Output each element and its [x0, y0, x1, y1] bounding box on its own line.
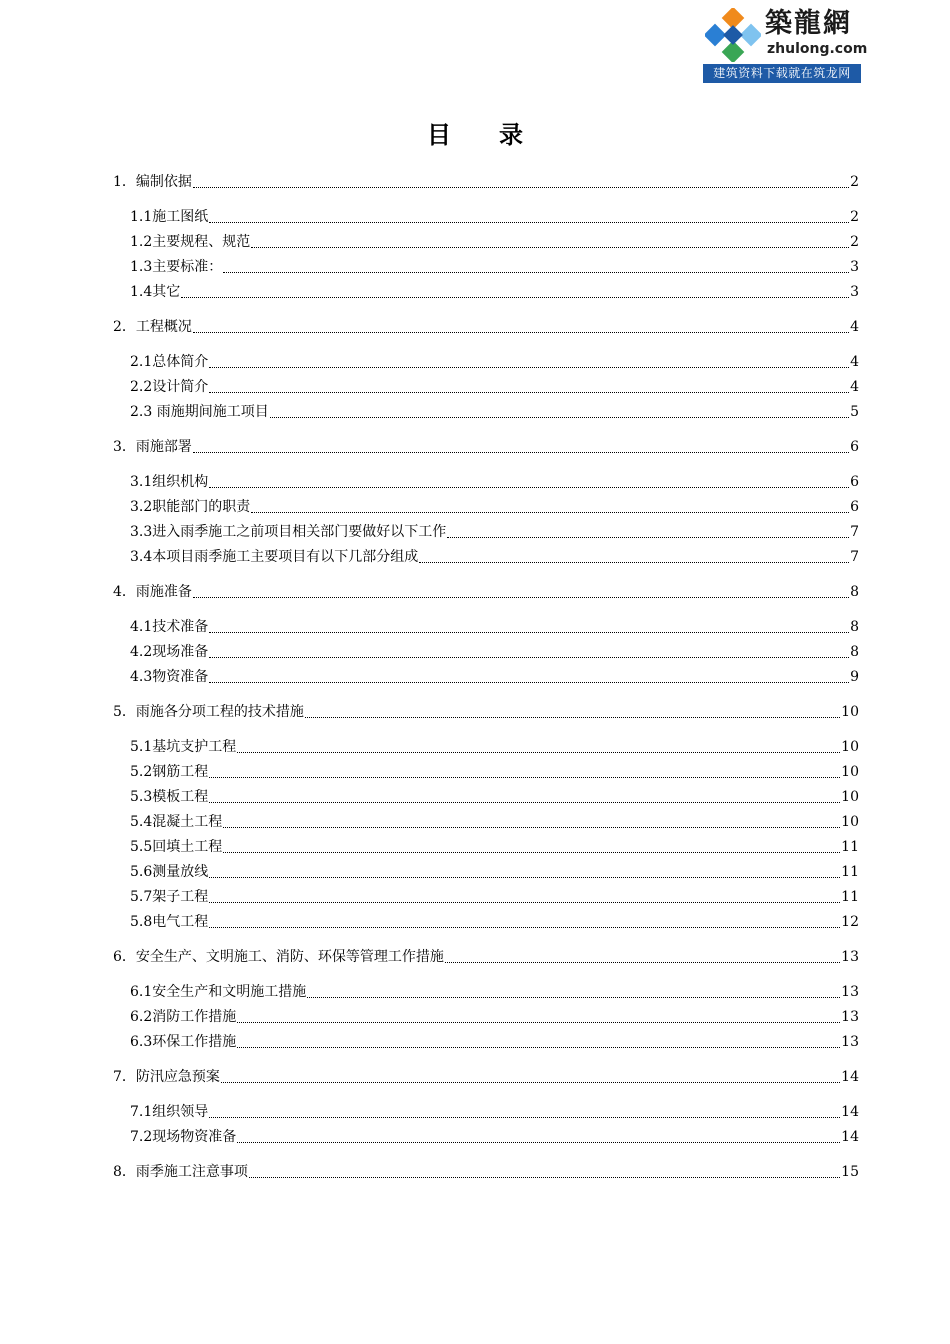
toc-section[interactable]	[130, 640, 859, 662]
toc-leader-dots	[209, 776, 840, 778]
toc-page-number: 4	[850, 319, 859, 335]
toc-leader-dots	[221, 1081, 840, 1083]
page-title: 目 录	[427, 120, 523, 149]
toc-chapter[interactable]	[113, 580, 859, 602]
toc-label: 4.1技术准备	[130, 619, 209, 635]
toc-label: 1.2主要规程、规范	[130, 234, 251, 250]
toc-page-number: 15	[841, 1164, 859, 1180]
toc-label: 5.2钢筋工程	[130, 764, 209, 780]
toc-leader-dots	[223, 271, 849, 273]
toc-label: 2.2设计简介	[130, 379, 209, 395]
toc-label: 2.3 雨施期间施工项目	[130, 404, 269, 420]
toc-section[interactable]	[130, 375, 859, 397]
toc-leader-dots	[251, 511, 849, 513]
toc-page-number: 8	[850, 584, 859, 600]
logo-top	[703, 6, 868, 64]
toc-section[interactable]	[130, 760, 859, 782]
toc-chapter[interactable]	[113, 170, 859, 192]
toc-leader-dots	[237, 1141, 840, 1143]
toc-section[interactable]	[130, 520, 859, 542]
toc-section[interactable]	[130, 400, 859, 422]
toc-label: 7.2现场物资准备	[130, 1129, 237, 1145]
toc-leader-dots	[305, 716, 840, 718]
toc-leader-dots	[193, 596, 849, 598]
toc-leader-dots	[209, 901, 840, 903]
toc-leader-dots	[209, 926, 840, 928]
toc-page-number: 4	[850, 379, 859, 395]
toc-label: 1.1施工图纸	[130, 209, 209, 225]
toc-chapter[interactable]	[113, 700, 859, 722]
toc-label: 3.2职能部门的职责	[130, 499, 251, 515]
toc-label: 1.3主要标准：	[130, 259, 223, 275]
toc-label: 5.8电气工程	[130, 914, 209, 930]
toc-label: 8．雨季施工注意事项	[113, 1164, 248, 1180]
toc-section[interactable]	[130, 910, 859, 932]
toc-leader-dots	[223, 851, 840, 853]
toc-label: 7．防汛应急预案	[113, 1069, 220, 1085]
toc-label: 5．雨施各分项工程的技术措施	[113, 704, 304, 720]
toc-leader-dots	[237, 1021, 840, 1023]
toc-section[interactable]	[130, 230, 859, 252]
toc-section[interactable]	[130, 255, 859, 277]
toc-leader-dots	[223, 826, 840, 828]
toc-page-number: 12	[841, 914, 859, 930]
toc-page-number: 2	[850, 234, 859, 250]
toc-page-number: 8	[850, 619, 859, 635]
toc-section[interactable]	[130, 615, 859, 637]
toc-section[interactable]	[130, 665, 859, 687]
toc-leader-dots	[270, 416, 849, 418]
toc-page-number: 10	[841, 739, 859, 755]
toc-label: 3．雨施部署	[113, 439, 192, 455]
toc-section[interactable]	[130, 1125, 859, 1147]
toc-page-number: 10	[841, 789, 859, 805]
toc-section[interactable]	[130, 785, 859, 807]
toc-leader-dots	[209, 1116, 840, 1118]
toc-label: 4．雨施准备	[113, 584, 192, 600]
toc-section[interactable]	[130, 735, 859, 757]
toc-page-number: 13	[841, 984, 859, 1000]
zhulong-logo	[703, 6, 868, 83]
toc-label: 3.3进入雨季施工之前项目相关部门要做好以下工作	[130, 524, 447, 540]
toc-leader-dots	[193, 451, 849, 453]
toc-section[interactable]	[130, 495, 859, 517]
toc-chapter[interactable]	[113, 435, 859, 457]
toc-label: 6.3环保工作措施	[130, 1034, 237, 1050]
toc-section[interactable]	[130, 980, 859, 1002]
toc-page-number: 6	[850, 439, 859, 455]
toc-label: 5.1基坑支护工程	[130, 739, 237, 755]
toc-label: 5.7架子工程	[130, 889, 209, 905]
toc-leader-dots	[237, 1046, 840, 1048]
toc-section[interactable]	[130, 280, 859, 302]
toc-label: 5.5回填土工程	[130, 839, 223, 855]
toc-label: 3.4本项目雨季施工主要项目有以下几部分组成	[130, 549, 419, 565]
toc-page-number: 7	[850, 524, 859, 540]
toc-page-number: 5	[850, 404, 859, 420]
toc-leader-dots	[251, 246, 849, 248]
toc-page-number: 11	[841, 889, 859, 905]
toc-page-number: 2	[850, 209, 859, 225]
toc-section[interactable]	[130, 205, 859, 227]
toc-label: 7.1组织领导	[130, 1104, 209, 1120]
toc-page-number: 13	[841, 1034, 859, 1050]
toc-section[interactable]	[130, 470, 859, 492]
toc-label: 6.1安全生产和文明施工措施	[130, 984, 307, 1000]
logo-name-cn: 築龍網	[765, 8, 852, 39]
logo-slogan: 建筑资料下载就在筑龙网	[703, 64, 861, 83]
toc-leader-dots	[307, 996, 840, 998]
toc-page-number: 13	[841, 949, 859, 965]
toc-page-number: 2	[850, 174, 859, 190]
toc-leader-dots	[209, 801, 840, 803]
toc-page-number: 8	[850, 644, 859, 660]
toc-leader-dots	[209, 391, 849, 393]
toc-leader-dots	[209, 366, 849, 368]
toc-section[interactable]	[130, 350, 859, 372]
toc-label: 1.4其它	[130, 284, 181, 300]
toc-leader-dots	[209, 486, 849, 488]
toc-page-number: 11	[841, 839, 859, 855]
toc-section[interactable]	[130, 860, 859, 882]
toc-section[interactable]	[130, 1030, 859, 1052]
toc-chapter[interactable]	[113, 1160, 859, 1182]
toc-chapter[interactable]	[113, 315, 859, 337]
toc-page-number: 6	[850, 499, 859, 515]
toc-page-number: 14	[841, 1129, 859, 1145]
toc-leader-dots	[237, 751, 840, 753]
toc-page-number: 7	[850, 549, 859, 565]
toc-label: 4.3物资准备	[130, 669, 209, 685]
toc-page-number: 9	[850, 669, 859, 685]
toc-section[interactable]	[130, 1005, 859, 1027]
toc-leader-dots	[209, 221, 849, 223]
toc-label: 5.4混凝土工程	[130, 814, 223, 830]
toc-label: 1．编制依据	[113, 174, 192, 190]
toc-leader-dots	[209, 876, 840, 878]
toc-page-number: 13	[841, 1009, 859, 1025]
toc-section[interactable]	[130, 545, 859, 567]
toc-label: 5.3模板工程	[130, 789, 209, 805]
toc-page-number: 10	[841, 704, 859, 720]
toc-page-number: 6	[850, 474, 859, 490]
toc-leader-dots	[193, 331, 849, 333]
logo-name-en: zhulong.com	[767, 41, 868, 57]
toc-page-number: 3	[850, 284, 859, 300]
toc-section[interactable]	[130, 810, 859, 832]
toc-page-number: 10	[841, 814, 859, 830]
toc-chapter[interactable]	[113, 1065, 859, 1087]
toc-label: 6．安全生产、文明施工、消防、环保等管理工作措施	[113, 949, 444, 965]
toc-page-number: 4	[850, 354, 859, 370]
toc-section[interactable]	[130, 835, 859, 857]
toc-leader-dots	[209, 656, 849, 658]
toc-label: 3.1组织机构	[130, 474, 209, 490]
toc-label: 4.2现场准备	[130, 644, 209, 660]
toc-leader-dots	[181, 296, 849, 298]
toc-page-number: 14	[841, 1104, 859, 1120]
toc-section[interactable]	[130, 1100, 859, 1122]
toc-leader-dots	[249, 1176, 840, 1178]
toc-label: 2．工程概况	[113, 319, 192, 335]
toc-leader-dots	[445, 961, 840, 963]
toc-page-number: 11	[841, 864, 859, 880]
toc-page-number: 3	[850, 259, 859, 275]
toc-leader-dots	[209, 631, 849, 633]
toc-section[interactable]	[130, 885, 859, 907]
toc-label: 6.2消防工作措施	[130, 1009, 237, 1025]
toc-chapter[interactable]	[113, 945, 859, 967]
toc-label: 2.1总体简介	[130, 354, 209, 370]
toc-leader-dots	[193, 186, 849, 188]
pinwheel-logo-icon	[705, 8, 761, 62]
toc-label: 5.6测量放线	[130, 864, 209, 880]
toc-leader-dots	[209, 681, 849, 683]
toc-page-number: 10	[841, 764, 859, 780]
toc-page-number: 14	[841, 1069, 859, 1085]
toc-leader-dots	[419, 561, 849, 563]
toc-leader-dots	[447, 536, 849, 538]
